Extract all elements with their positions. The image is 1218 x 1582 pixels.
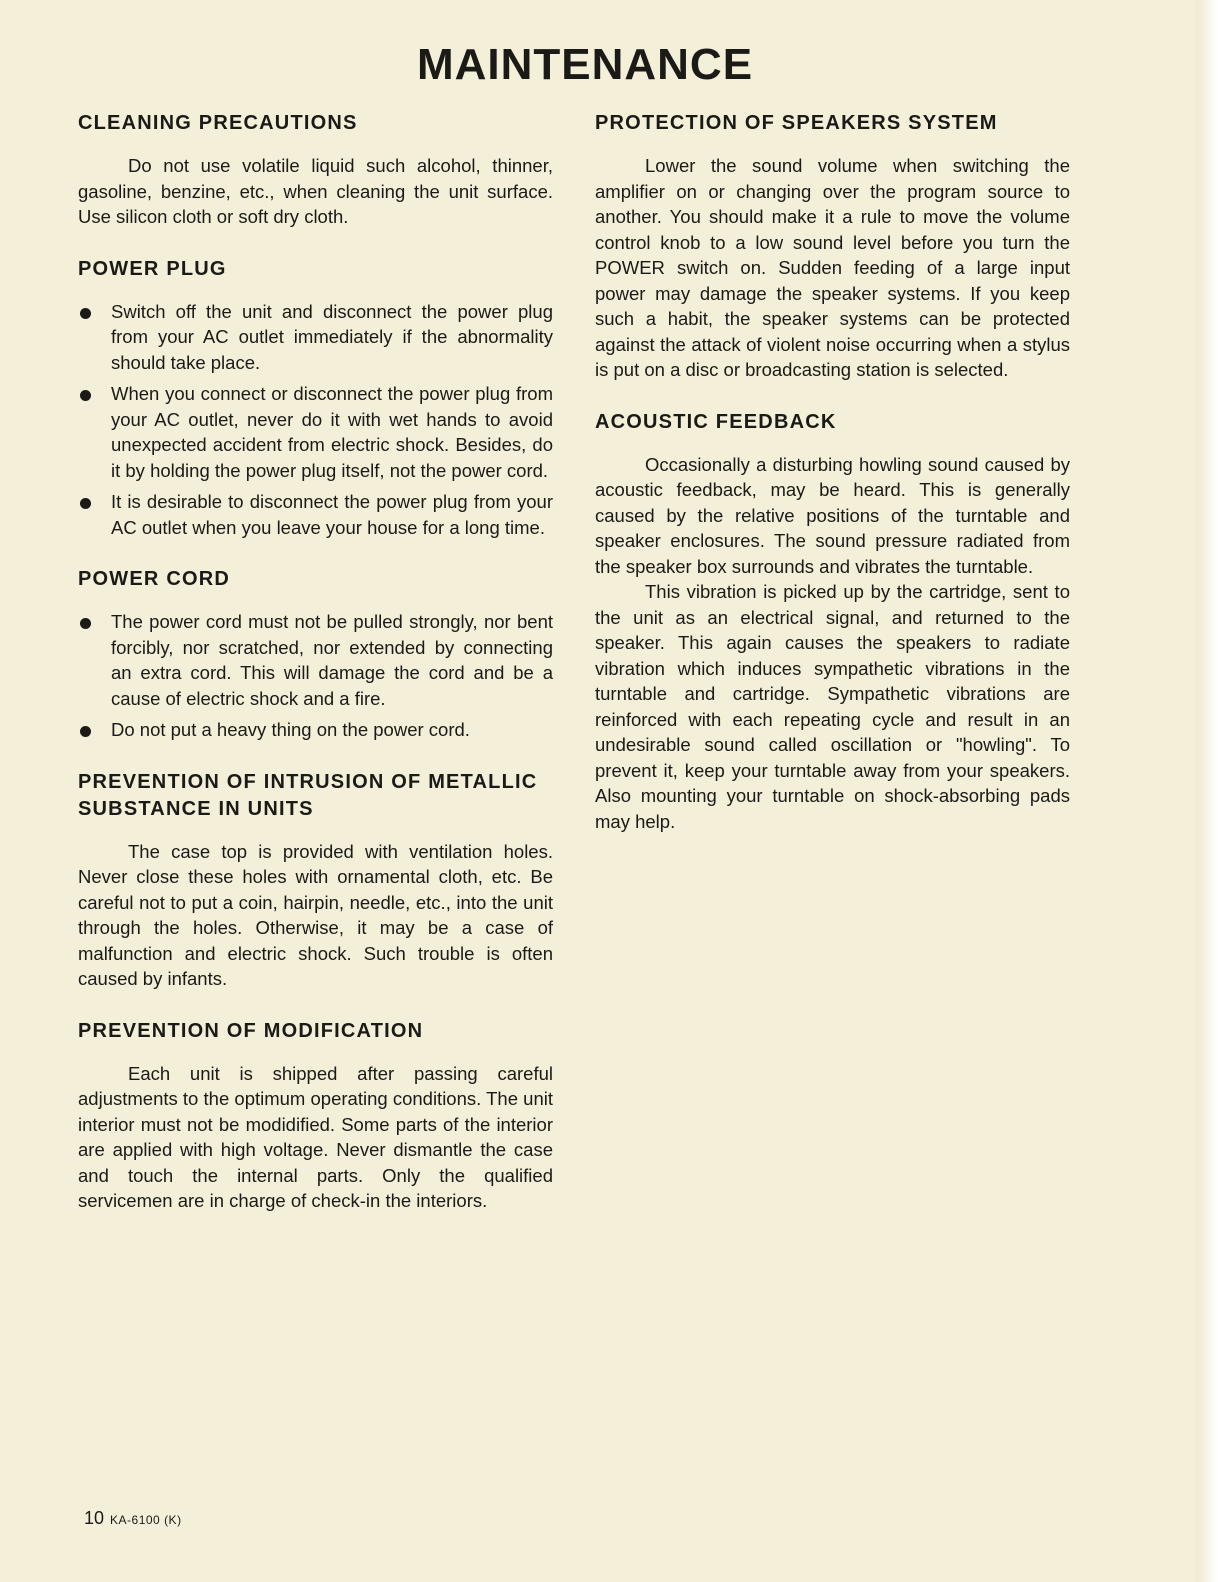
paragraph-feedback-1: Occasionally a disturbing howling sound caused by acoustic feedback, may be heard. This is generally caused by the relative positions of the turntable and speaker enclosures. The sound pressure radiated from the speaker box surrounds and vibrates the turntable.: [595, 453, 1070, 577]
list-item: [78, 609, 553, 711]
paragraph-feedback-2: This vibration is picked up by the cartridge, sent to the unit as an electrical signal, and returned to the speaker. This again causes the speakers to radiate vibration which induces sympathetic vibrations in the turntable and cartridge. Sympathetic vibrations are reinforced with each repeating cycle and result in an undesirable sound called oscillation or "howling". To prevent it, keep your turntable away from your speakers. Also mounting your turntable on shock-absorbing pads may help.: [595, 581, 1070, 832]
heading-power-plug: POWER PLUG: [78, 257, 227, 280]
section-modification: [78, 1018, 553, 1214]
bullet-icon: [80, 390, 91, 401]
list-item-text: The power cord must not be pulled strongly, nor bent forcibly, nor scratched, nor extended by connecting an extra cord. This will damage the cord and be a cause of electric shock and a fire.: [111, 611, 553, 709]
section-cleaning: [78, 110, 553, 230]
heading-cleaning: CLEANING PRECAUTIONS: [78, 112, 358, 134]
list-item-text: It is desirable to disconnect the power plug from your AC outlet when you leave your house for a long time.: [111, 491, 553, 538]
left-column: [78, 110, 553, 1240]
heading-intrusion: PREVENTION OF INTRUSION OF METALLIC SUBSTANCE IN UNITS: [78, 770, 538, 820]
heading-power-cord: POWER CORD: [78, 568, 230, 590]
page-footer: [84, 1508, 182, 1529]
right-column: [595, 110, 1070, 860]
heading-feedback: ACOUSTIC FEEDBACK: [595, 410, 837, 433]
list-item: [78, 489, 553, 540]
bullet-icon: [80, 308, 91, 319]
section-power-cord: [78, 566, 553, 743]
heading-modification: PREVENTION OF MODIFICATION: [78, 1019, 424, 1042]
paragraph-intrusion: The case top is provided with ventilation holes. Never close these holes with ornamental cloth, etc. Be careful not to put a coin, hairpin, needle, etc., into the unit through the holes. Otherwise, it may be a case of malfunction and electric shock. Such trouble is often caused by infants.: [78, 840, 553, 989]
list-item-text: Do not put a heavy thing on the power cord.: [111, 719, 470, 740]
bullet-icon: [80, 726, 91, 737]
power-plug-list: [78, 299, 553, 541]
bullet-icon: [80, 498, 91, 509]
section-protection: [595, 110, 1070, 383]
paragraph-protection: Lower the sound volume when switching the amplifier on or changing over the program source to another. You should make it a rule to move the volume control knob to a low sound level before you turn the POWER switch on. Sudden feeding of a large input power may damage the speaker systems. If you keep such a habit, the speaker systems can be protected against the attack of violent noise occurring when a stylus is put on a disc or broadcasting station is selected.: [595, 155, 1070, 380]
section-power-plug: [78, 256, 553, 541]
list-item-text: Switch off the unit and disconnect the power plug from your AC outlet immediately if the abnormality should take place.: [111, 300, 553, 373]
bullet-icon: [80, 618, 91, 629]
paragraph-cleaning: Do not use volatile liquid such alcohol, thinner, gasoline, benzine, etc., when cleaning the unit surface. Use silicon cloth or soft dry cloth.: [78, 155, 553, 227]
section-intrusion: [78, 769, 553, 992]
section-feedback: [595, 409, 1070, 835]
list-item: [78, 717, 553, 743]
page-title: MAINTENANCE: [416, 40, 754, 89]
paragraph-modification: Each unit is shipped after passing careful adjustments to the optimum operating conditions. The unit interior must not be modidified. Some parts of the interior are applied with high voltage. Never dismantle the case and touch the internal parts. Only the qualified servicemen are in charge of check-in the interiors.: [78, 1062, 553, 1211]
heading-protection: PROTECTION OF SPEAKERS SYSTEM: [595, 112, 998, 134]
page-number: 10: [84, 1508, 105, 1528]
page-edge: [1196, 0, 1218, 1582]
list-item: [78, 381, 553, 483]
list-item: [78, 299, 553, 376]
power-cord-list: [78, 609, 553, 743]
list-item-text: When you connect or disconnect the power plug from your AC outlet, never do it with wet hands to avoid unexpected accident from electric shock. Besides, do it by holding the power plug itself, not the power cord.: [111, 383, 553, 481]
model-number: KA-6100 (K): [110, 1513, 182, 1527]
